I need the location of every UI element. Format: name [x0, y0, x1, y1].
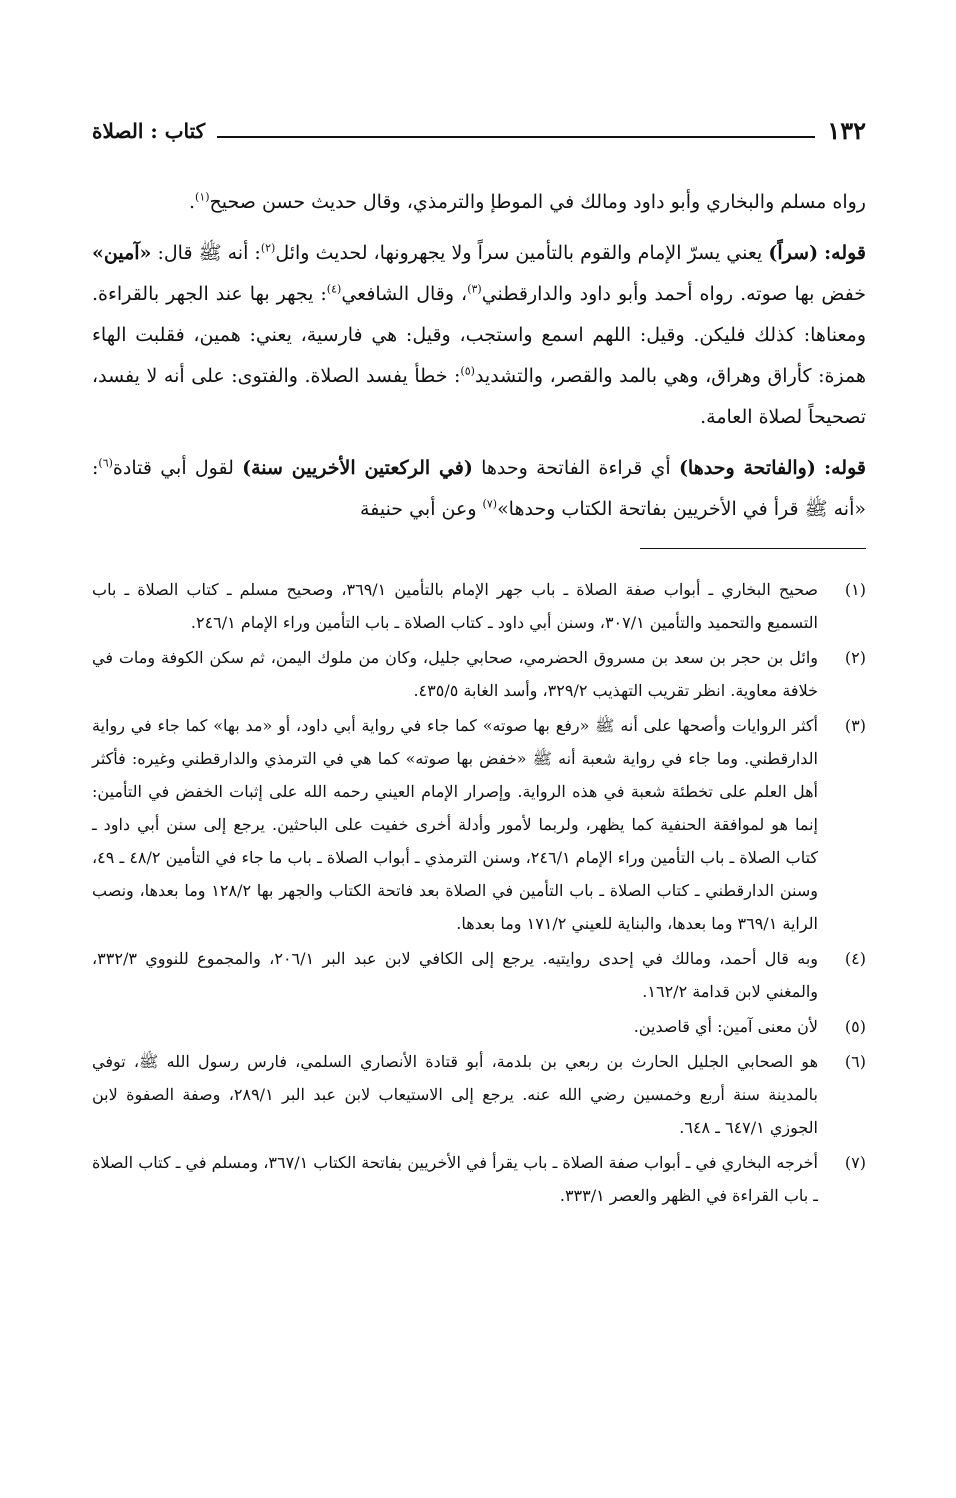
- paragraph-text: يعني يسرّ الإمام والقوم بالتأمين سراً ولا يجهرونها، لحديث وائل: [275, 242, 769, 264]
- footnote: [92, 1045, 866, 1144]
- footnote-text: لأن معنى آمين: أي قاصدين.: [633, 1017, 818, 1036]
- footnote-ref: (٧): [482, 497, 498, 511]
- footnote: [92, 942, 866, 1008]
- book-page: [92, 112, 866, 1214]
- footnote-ref: (٥): [460, 364, 475, 378]
- footnote-text: هو الصحابي الجليل الحارث بن ربعي بن بلدمة، أبو قتادة الأنصاري السلمي، فارس رسول الله ﷺ، توفي بالمدينة سنة أربع وخمسين رضي الله عنه. يرجع إلى الاستيعاب لابن عبد البر ٢٨٩/١، وصفة الصفوة لابن الجوزي ٦٤٧/١ ـ ٦٤٨.: [92, 1052, 818, 1137]
- lead-word: قوله:: [824, 242, 867, 264]
- footnote-ref: (١): [195, 190, 210, 204]
- matn-term: (والفاتحة وحدها): [678, 457, 816, 479]
- page-number: ١٣٢: [827, 116, 866, 145]
- matn-term: (سراً): [768, 242, 819, 264]
- footnote-number: (٤): [844, 949, 866, 968]
- footnote: [92, 1010, 866, 1043]
- main-text: [92, 182, 866, 530]
- footnote-number: (٥): [844, 1017, 866, 1036]
- paragraph-text: رواه مسلم والبخاري وأبو داود ومالك في الموطإ والترمذي، وقال حديث حسن صحيح: [209, 191, 866, 213]
- paragraph-text: وعن أبي حنيفة: [360, 498, 483, 520]
- paragraph-text: : «أنه ﷺ قرأ في الأخريين بفاتحة الكتاب وحدها»: [92, 457, 866, 520]
- matn-term: (في الركعتين الأخريين سنة): [242, 457, 473, 479]
- header-rule: [217, 136, 815, 138]
- footnote-ref: (٣): [467, 282, 482, 296]
- footnote-ref: (٦): [98, 456, 113, 470]
- paragraph-text: : أنه ﷺ قال:: [151, 242, 261, 264]
- paragraph-2: [92, 233, 866, 438]
- footnote-text: وائل بن حجر بن سعد بن مسروق الحضرمي، صحابي جليل، وكان من ملوك اليمن، ثم سكن الكوفة ومات في خلافة معاوية. انظر تقريب التهذيب ٣٢٩/٢، وأسد الغابة ٤٣٥/٥.: [92, 648, 818, 700]
- footnote-separator: [640, 548, 866, 549]
- paragraph-text: أي قراءة الفاتحة وحدها: [472, 457, 679, 479]
- footnote-number: (٦): [844, 1052, 866, 1071]
- chapter-title: كتاب : الصلاة: [92, 119, 206, 143]
- quoted-word: «آمين»: [92, 242, 152, 264]
- paragraph-text: خفض بها صوته. رواه أحمد وأبو داود والدارقطني: [481, 283, 866, 305]
- lead-word: قوله:: [824, 457, 866, 479]
- footnote-number: (٧): [844, 1153, 866, 1172]
- footnote-text: وبه قال أحمد، ومالك في إحدى روايتيه. يرجع إلى الكافي لابن عبد البر ٢٠٦/١، والمجموع للنووي ٣٣٢/٣، والمغني لابن قدامة ١٦٢/٢.: [92, 949, 819, 1001]
- footnote: [92, 641, 866, 707]
- footnotes: [92, 573, 866, 1212]
- paragraph-text: : خطأ يفسد الصلاة. والفتوى: على أنه لا يفسد، تصحيحاً لصلاة العامة.: [92, 365, 866, 428]
- footnote: [92, 1146, 866, 1212]
- paragraph-text: ، وقال الشافعي: [341, 283, 468, 305]
- paragraph-end: .: [188, 191, 196, 213]
- footnote: [92, 709, 866, 940]
- paragraph-1: [92, 182, 866, 223]
- paragraph-text: : يجهر بها عند الجهر بالقراءة. ومعناها: كذلك فليكن. وقيل: اللهم اسمع واستجب، وقيل: هي فارسية، يعني: همين، فقلبت الهاء همزة: كأراق وهراق، وهي بالمد والقصر، والتشديد: [92, 283, 866, 387]
- footnote-text: أكثر الروايات وأصحها على أنه ﷺ «رفع بها صوته» كما جاء في رواية أبي داود، أو «مد بها» كما جاء في رواية الدارقطني. وما جاء في رواية شعبة أنه ﷺ «خفض بها صوته» كما هي في الترمذي والدارقطني وغيره: فأكثر أهل العلم على تخطئة شعبة في هذه الرواية. وإصرار الإمام العيني رحمه الله على إثبات الخفض في التأمين: إنما هو لموافقة الحنفية كما يظهر، ولربما لأمور وأدلة أخرى خفيت على الباحثين. يرجع إلى سنن أبي داود ـ كتاب الصلاة ـ باب التأمين وراء الإمام ٢٤٦/١، وسنن الترمذي ـ أبواب الصلاة ـ باب ما جاء في التأمين ٤٨/٢ ـ ٤٩، وسنن الدارقطني ـ كتاب الصلاة ـ باب التأمين في الصلاة بعد فاتحة الكتاب والجهر بها ١٢٨/٢ وما بعدها، ونصب الراية ٣٦٩/١ وما بعدها، والبناية للعيني ١٧١/٢ وما بعدها.: [92, 716, 819, 933]
- paragraph-text: لقول أبي قتادة: [112, 457, 243, 479]
- footnote-number: (٢): [844, 648, 866, 667]
- running-header: [92, 112, 866, 146]
- footnote-number: (٣): [844, 716, 866, 735]
- footnote-text: أخرجه البخاري في ـ أبواب صفة الصلاة ـ باب يقرأ في الأخريين بفاتحة الكتاب ٣٦٧/١، ومسلم في ـ كتاب الصلاة ـ باب القراءة في الظهر والعصر ٣٣٣/١.: [92, 1153, 818, 1205]
- footnote-text: صحيح البخاري ـ أبواب صفة الصلاة ـ باب جهر الإمام بالتأمين ٣٦٩/١، وصحيح مسلم ـ كتاب الصلاة ـ باب التسميع والتحميد والتأمين ٣٠٧/١، وسنن أبي داود ـ كتاب الصلاة ـ باب التأمين وراء الإمام ٢٤٦/١.: [92, 580, 819, 632]
- footnote: [92, 573, 866, 639]
- footnote-number: (١): [844, 580, 866, 599]
- footnote-ref: (٤): [326, 282, 342, 296]
- paragraph-3: [92, 448, 866, 530]
- footnote-ref: (٢): [260, 241, 276, 255]
